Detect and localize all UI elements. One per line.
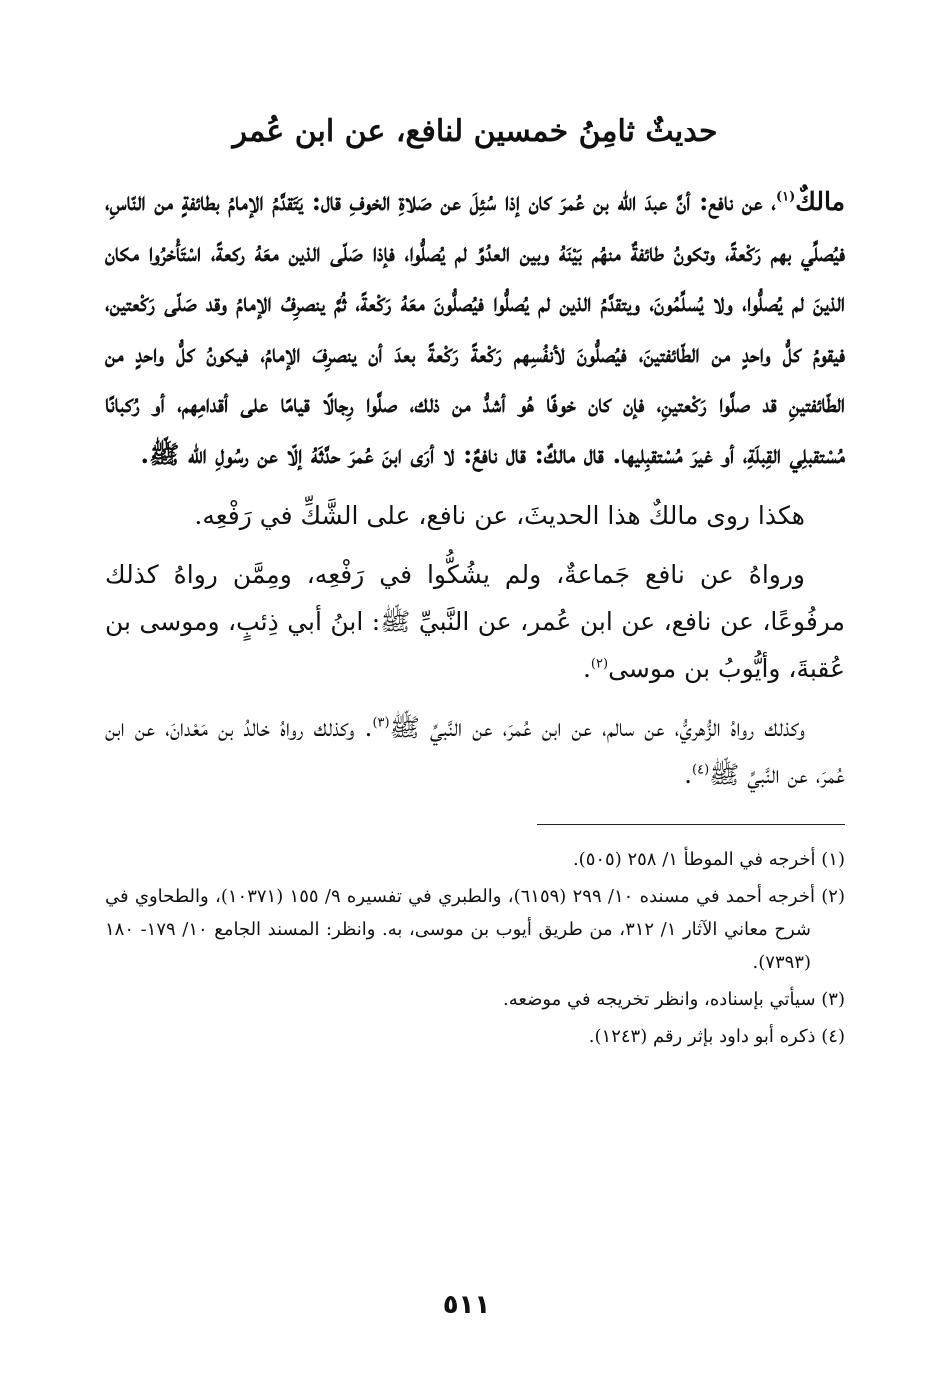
paragraph-text: هكذا روى مالكٌ هذا الحديثَ، عن نافع، على الشَّكِّ في رَفْعِه. [194, 501, 805, 530]
hadith-body: ، عن نافع: أنَّ عبدَ الله بن عُمرَ كان إذا سُئِلَ عن صَلاةِ الخوفِ قال: يَتَقدَّمُ الإمامُ بطائفةٍ من النّاسِ، فيُصلِّي بهم رَكْعةً، وتكونُ طائفةٌ منهُم بَيْنَهُ وبين العدُوِّ لم يُصلُّوا، فإذا صَلّى الذين معَهُ ركعةً، اسْتَأْخرُوا مكان الذينَ لم يُصلُّوا، ولا يُسلِّمُونَ، ويتقدَّمُ الذين لم يُصلُّوا فيُصلُّونَ معَهُ رَكْعةً، ثُمَّ ينصرِفُ الإمامُ وقد صَلّى رَكْعتين، فيقومُ كلُّ واحدٍ من الطّائفتينَ، فيُصلُّونَ لأنفُسِهم رَكْعةً رَكْعةً بعدَ أن ينصرِفَ الإمامُ، فيكونُ كلُّ واحدٍ من الطّائفتينِ قد صلَّوا رَكْعتينِ، فإن كان خوفًا هُو أشدُّ من ذلك، صلَّوا رِجالًا قيامًا على أقدامِهم، أو رُكبانًا مُسْتقبلِي القِبلَةِ، أو غيرَ مُسْتقبِليها. قال مالكٌ: قال نافعٌ: لا أرَى ابنَ عُمرَ حدَّثَهُ إلّا عن رسُولِ الله ﷺ. [105, 187, 845, 469]
footnote-3: (٣) سيأتي بإسناده، وانظر تخريجه في موضعه. [503, 989, 845, 1010]
page-number: ٥١١ [442, 1290, 491, 1320]
footnote-marker-3: (٣) [372, 715, 390, 731]
paragraph-text: وكذلك رواهُ الزُّهريُّ، عن سالم، عن ابن عُمرَ، عن النَّبيِّ ﷺ [389, 713, 806, 742]
paragraph-text-continued: . وكذلك رواهُ خالدُ بن مَعْدانَ، عن ابن عُمرَ، عن النَّبيِّ ﷺ [105, 713, 845, 789]
paragraph-text: ورواهُ عن نافع جَماعةٌ، ولم يشُكُّوا في رَفْعِه، ومِمَّن رواهُ كذلك مرفُوعًا، عن نافع، عن ابن عُمر، عن النَّبيِّ ﷺ: ابنُ أبي ذِئبٍ، وموسى بن عُقبةَ، وأيُّوبُ بن موسى [105, 560, 845, 683]
footnote-1: (١) أخرجه في الموطأ ١/ ٢٥٨ (٥٠٥). [572, 849, 845, 870]
narrator-name: مالكٌ [795, 187, 845, 216]
page-content [105, 105, 845, 1057]
footnote-separator [537, 824, 845, 825]
hadith-title: حديثٌ ثامِنُ خمسين لنافع، عن ابن عُمر [232, 114, 718, 149]
paragraph-tail: . [684, 760, 693, 789]
hadith-text [105, 177, 845, 480]
footnote-marker-2: (٢) [590, 656, 609, 672]
footnotes [105, 843, 845, 1053]
footnote-marker-1: (١) [776, 189, 796, 205]
commentary-paragraph-1 [105, 492, 845, 539]
commentary-paragraph-3 [105, 704, 845, 798]
footnote-4: (٤) ذكره أبو داود بإثر رقم (١٢٤٣). [588, 1026, 845, 1047]
paragraph-tail: . [582, 654, 591, 683]
footnote-separator-wrap [105, 824, 845, 825]
commentary-paragraph-2 [105, 551, 845, 692]
footnote-2: (٢) أخرجه أحمد في مسنده ١٠/ ٢٩٩ (٦١٥٩)، والطبري في تفسيره ٩/ ١٥٥ (١٠٣٧١)، والطحاوي في شرح معاني الآثار ١/ ٣١٢، من طريق أيوب بن موسى، به. وانظر: المسند الجامع ١٠/ ١٧٩- ١٨٠ (٧٣٩٣). [105, 886, 845, 973]
footnote-marker-4: (٤) [692, 762, 710, 778]
